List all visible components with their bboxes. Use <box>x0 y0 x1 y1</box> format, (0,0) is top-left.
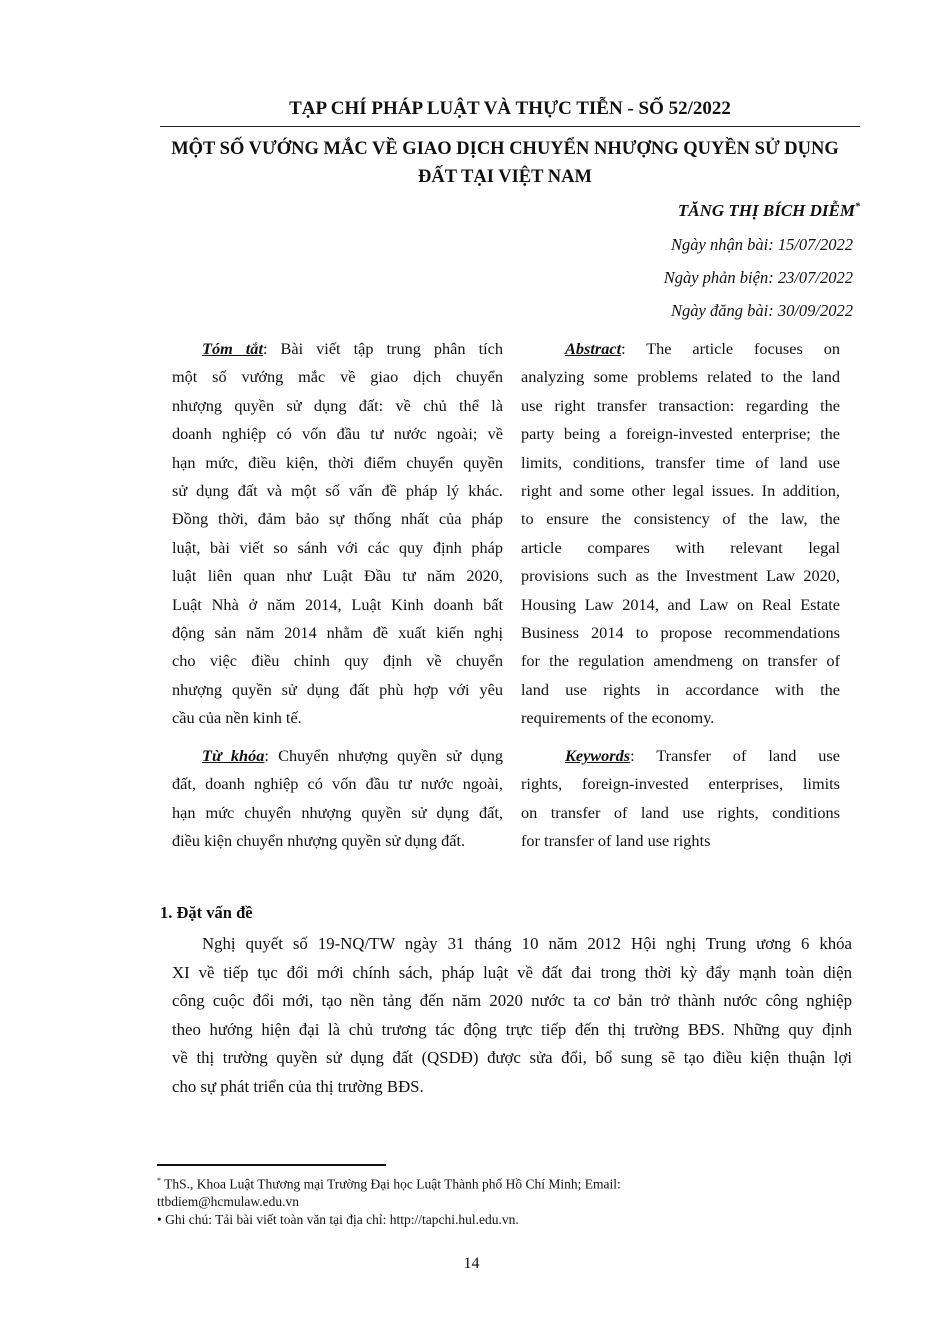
body-line: công cuộc đổi mới, tạo nền tảng đến năm 2020 nước ta cơ bản trở thành nước công nghiệp <box>172 991 852 1011</box>
text-line: nhượng quyền sử dụng đất phù hợp với yêu <box>172 679 503 699</box>
date-published: Ngày đăng bài: 30/09/2022 <box>671 301 853 320</box>
text-line: article compares with relevant legal <box>521 537 840 557</box>
text-line: Đồng thời, đảm bảo sự thống nhất của pháp <box>172 509 503 529</box>
text-line: provisions such as the Investment Law 2020, <box>521 566 840 586</box>
text-line: Luật Nhà ở năm 2014, Luật Kinh doanh bất <box>172 594 503 614</box>
text-line-content: : The article focuses on <box>621 339 840 358</box>
text-line-content: : Bài viết tập trung phân tích <box>262 339 503 358</box>
body-line: Nghị quyết số 19-NQ/TW ngày 31 tháng 10 năm 2012 Hội nghị Trung ương 6 khóa <box>202 934 852 953</box>
header-rule <box>160 126 860 127</box>
text-line: điều kiện chuyển nhượng quyền sử dụng đất. <box>172 831 466 851</box>
text-line: analyzing some problems related to the land <box>521 367 840 387</box>
abstract-english <box>521 339 840 739</box>
article-title-line-2: ĐẤT TẠI VIỆT NAM <box>418 167 592 187</box>
body-line: cho sự phát triển của thị trường BĐS. <box>172 1077 424 1096</box>
journal-header: TẠP CHÍ PHÁP LUẬT VÀ THỰC TIỄN - SỐ 52/2022 <box>289 98 731 119</box>
text-line <box>565 339 840 361</box>
text-line: to ensure the consistency of the law, the <box>521 509 840 529</box>
text-line <box>565 746 840 768</box>
text-line <box>202 339 503 361</box>
keywords-english <box>521 746 840 866</box>
article-title-line-1: MỘT SỐ VƯỚNG MẮC VỀ GIAO DỊCH CHUYỂN NHƯỢNG QUYỀN SỬ DỤNG <box>171 139 839 159</box>
footnote-author: * ThS., Khoa Luật Thương mại Trường Đại học Luật Thành phố Hồ Chí Minh; Email: <box>157 1176 621 1192</box>
footnote-author-text: ThS., Khoa Luật Thương mại Trường Đại học Luật Thành phố Hồ Chí Minh; Email: <box>164 1176 621 1192</box>
author <box>678 201 860 221</box>
body-line: về thị trường quyền sử dụng đất (QSDĐ) được sửa đổi, bổ sung sẽ tạo điều kiện thuận lợi <box>172 1048 852 1068</box>
text-line: Housing Law 2014, and Law on Real Estate <box>521 594 840 614</box>
text-line: use right transfer transaction: regarding the <box>521 395 840 415</box>
text-line: luật liên quan như Luật Đầu tư năm 2020, <box>172 566 503 586</box>
date-received: Ngày nhận bài: 15/07/2022 <box>671 235 853 254</box>
text-line: hạn mức chuyển nhượng quyền sử dụng đất, <box>172 802 503 822</box>
text-line: doanh nghiệp có vốn đầu tư nước ngoài; về <box>172 424 503 444</box>
text-line: Business 2014 to propose recommendations <box>521 623 840 642</box>
author-footnote-mark: * <box>855 201 860 213</box>
text-line: đất, doanh nghiệp có vốn đầu tư nước ngoài, <box>172 774 503 794</box>
text-line-content: : Chuyển nhượng quyền sử dụng <box>264 746 503 765</box>
footnote-email[interactable]: ttbdiem@hcmulaw.edu.vn <box>157 1194 300 1209</box>
text-line: limits, conditions, transfer time of land use <box>521 452 840 472</box>
text-line: một số vướng mắc về giao dịch chuyển <box>172 367 503 387</box>
author-name: TĂNG THỊ BÍCH DIỄM <box>677 201 855 220</box>
body-paragraph <box>172 934 852 1114</box>
text-line: động sản năm 2014 nhằm đề xuất kiến nghị <box>172 623 503 642</box>
summary-vietnamese <box>172 339 503 739</box>
text-line: right and some other legal issues. In addition, <box>521 481 840 500</box>
section-heading: 1. Đặt vấn đề <box>160 903 253 922</box>
text-line: requirements of the economy. <box>521 708 715 728</box>
text-line-content: : Transfer of land use <box>630 746 840 765</box>
date-reviewed: Ngày phản biện: 23/07/2022 <box>663 268 853 287</box>
keywords-vietnamese <box>172 746 503 866</box>
text-line: sử dụng đất và một số vấn đề pháp lý khác. <box>172 481 503 500</box>
text-line: luật, bài viết so sánh với các quy định pháp <box>172 537 503 557</box>
text-line: party being a foreign-invested enterprise; the <box>521 424 840 444</box>
section-label: Từ khóa <box>202 746 265 765</box>
text-line: cầu của nền kinh tế. <box>172 708 302 728</box>
text-line: cho việc điều chỉnh quy định về chuyển <box>172 651 503 671</box>
text-line: nhượng quyền sử dụng đất: về chủ thể là <box>172 395 503 415</box>
text-line: rights, foreign-invested enterprises, limits <box>521 774 840 794</box>
text-line: land use rights in accordance with the <box>521 679 840 699</box>
section-label: Keywords <box>565 746 631 765</box>
body-line: XI về tiếp tục đổi mới chính sách, pháp luật về đất đai trong thời kỳ đẩy mạnh toàn diện <box>172 962 852 982</box>
footnote-rule <box>157 1164 386 1166</box>
text-line: hạn mức, điều kiện, thời điểm chuyển quyền <box>172 452 503 472</box>
text-line: for the regulation amendmeng on transfer of <box>521 651 840 671</box>
section-label: Tóm tắt <box>202 339 263 358</box>
footnote-note: • Ghi chú: Tải bài viết toàn văn tại địa chỉ: http://tapchi.hul.edu.vn. <box>157 1212 519 1227</box>
section-label: Abstract <box>565 339 622 358</box>
page-number: 14 <box>463 1255 480 1272</box>
text-line: for transfer of land use rights <box>521 831 711 851</box>
text-line: on transfer of land use rights, conditions <box>521 802 840 822</box>
text-line <box>202 746 503 768</box>
body-line: theo hướng hiện đại là chủ trương tác động trực tiếp đến thị trường BĐS. Những quy định <box>172 1019 852 1039</box>
